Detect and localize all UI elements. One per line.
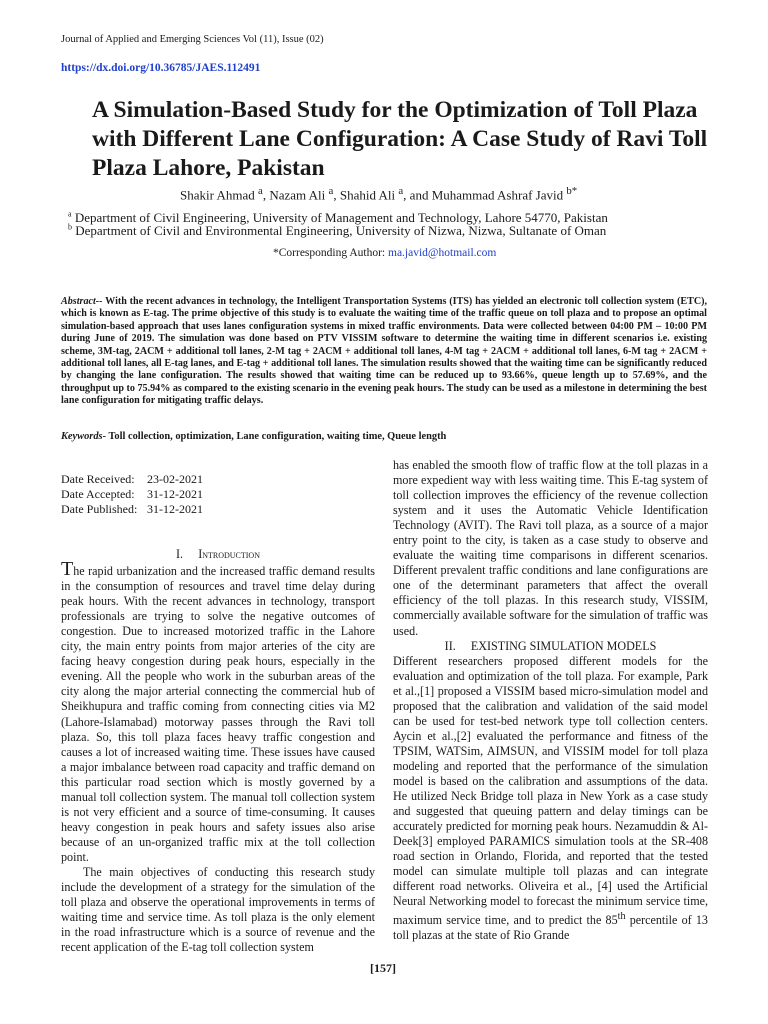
author-name: Nazam Ali [269, 187, 326, 203]
ordinal-suffix: th [617, 911, 626, 923]
author-affil-mark: a [328, 185, 334, 197]
section-heading-introduction [61, 547, 375, 562]
affiliation-text: Department of Civil Engineering, University of Management and Technology, Lahore 54770, Pakistan [74, 210, 608, 225]
section-title: Introduction [198, 547, 260, 561]
author-affil-mark: b* [566, 185, 578, 197]
author-name: Shahid Ali [339, 187, 396, 203]
intro-paragraph-2: The main objectives of conducting this research study include the development of a strategy for the simulation of the toll plaza and observe the operational improvements in terms of waiting time and service time. As toll plaza is the only element in the road infrastructure which is a source of revenue and the recent application of the E-tag toll collection system [61, 864, 375, 955]
affiliations [68, 211, 708, 237]
left-column [61, 547, 375, 955]
publication-dates [61, 472, 203, 517]
affiliation-text: Department of Civil and Environmental Engineering, University of Nizwa, Nizwa, Sultanate of Oman [75, 223, 607, 238]
affiliation-b [68, 224, 708, 237]
author-name: and Muhammad Ashraf Javid [409, 187, 564, 203]
corresponding-author [273, 247, 496, 259]
doi-link[interactable]: https://dx.doi.org/10.36785/JAES.112491 [61, 62, 261, 74]
drop-cap: T [61, 558, 74, 581]
page-number: [157] [370, 961, 396, 975]
author-affil-mark: a [398, 185, 404, 197]
affiliation-mark: a [68, 209, 72, 219]
section-number: I. [176, 547, 184, 561]
date-published: Date Published: 31-12-2021 [61, 502, 203, 516]
email-link[interactable]: ma.javid@hotmail.com [388, 247, 497, 259]
abstract-text: With the recent advances in technology, the Intelligent Transportation Systems (ITS) has yielded an electronic toll collection system (ETC), which is known as E-tag. The prime objective of this study is to evaluate the waiting time of the traffic queue on toll plaza and to propose an optimal simulation-based approach that uses lanes configuration systems in mixed traffic environments. Data were collected between 04:00 PM – 10:00 PM during June of 2019. The simulation was done based on PTV VISSIM software to determine the waiting time in different scenarios i.e. existing scheme, 3M-tag, 2ACM + additional toll lanes, 2-M tag + 2ACM + additional toll lanes, 4-M tag + 2ACM + additional toll lanes, 6-M tag + 2ACM + additional toll lanes, all E-tag lanes, and E-tag + additional toll lanes. The simulation results showed that the waiting time can be significantly reduced by changing the lane configuration. The results showed that waiting time can be reduced up to 93.66%, queue length up to 57.69%, and the throughput up to 75.94% as compared to the existing scenario in the evening peak hours. The study can be used as a milestone in determining the best lane configuration for mitigating traffic delays. [61, 296, 707, 407]
section-heading-models [393, 639, 708, 654]
author-name: Shakir Ahmad [180, 187, 255, 203]
keywords-label: Keywords- [61, 431, 107, 442]
journal-header: Journal of Applied and Emerging Sciences Vol (11), Issue (02) [61, 34, 324, 45]
intro-paragraph-1 [61, 558, 375, 865]
author-list: Shakir Ahmad $^a$, Nazam Ali $^a$, Shahid Ali $^a$, and Muhammad Ashraf Javid $^{b*}$ [180, 185, 578, 203]
author-affil-mark: a [258, 185, 263, 197]
paragraph-text: he rapid urbanization and the increased traffic demand results in the consumption of resources and travel time delay during peak hours. With the recent advances in technology, transport professionals are trying to solve the negative outcomes of congestion. Due to increased motorized traffic in the Lahore city, the main entry points from major arteries of the city are facing heavy congestion during peak hours, especially in the evening. All the people who work in the suburban areas of the city along the major arterial connecting the commercial hub of Sheikhupura and traffic coming from connecting cities via M2 (Lahore-Islamabad) motorway passes through the Ravi toll plaza. So, this toll plaza faces heavy traffic congestion and causes a lot of increased waiting time. These issues have caused a major imbalance between road capacity and traffic demand on this particular road section which is mostly governed by a manual toll collection system. The manual toll collection system is not very efficient and a source of time-consuming. It causes heavy congestion in peak hours and safety issues also arise because of an un-organized traffic mix at the toll collection point. [61, 564, 375, 864]
date-accepted: Date Accepted: 31-12-2021 [61, 487, 203, 501]
corresponding-label: *Corresponding Author: [273, 247, 386, 259]
abstract [61, 296, 707, 408]
right-column [393, 458, 708, 944]
paper-title: A Simulation-Based Study for the Optimization of Toll Plaza with Different Lane Configuration: A Case Study of Ravi Toll Plaza Lahore, Pakistan [92, 97, 708, 181]
date-received: Date Received: 23-02-2021 [61, 472, 203, 486]
section-number: II. [444, 638, 456, 653]
keywords-text: Toll collection, optimization, Lane configuration, waiting time, Queue length [108, 431, 447, 442]
section-title: EXISTING SIMULATION MODELS [470, 638, 657, 653]
paragraph-text: Different researchers proposed different models for the evaluation and optimization of the toll plaza. For example, Park et al.,[1] proposed a VISSIM based micro-simulation model and proposed that the calibration and validation of the said model can be used for test-bed network type toll collection centers. Aycin et al.,[2] evaluated the performance and fitness of the TPSIM, WATSim, AIMSUN, and VISSIM model for toll plaza modeling and reported that the performance of the simulation model is based on the calibration and assumptions of the data. He utilized Neck Bridge toll plaza in New York as a case study and suggested that queuing pattern and delay timings can be accurately predicted for morning peak hours. Nezamuddin & Al-Deek[3] employed PARAMICS simulation tools at the SR-408 road section in Orlando, Florida, and reported that the tested model can simulate multiple toll plazas and can integrate different road networks. Oliveira et al., [4] used the Artificial Neural Networking model to forecast the minimum service time, maximum service time, and to predict the 85 [393, 653, 708, 928]
intro-paragraph-continued: has enabled the smooth flow of traffic flow at the toll plazas in a more expedient way with less waiting time. This E-tag system of toll collection improves the efficiency of the revenue collection system and it uses the Automatic Vehicle Identification Technology (AVIT). The Ravi toll plaza, as a source of a major entry point to the city, is taken as a case study to observe and evaluate the waiting time comparisons in different scenarios. Different prevalent traffic conditions and lane configurations are one of the determinant parameters that affect the overall efficiency of the toll plazas. In this research study, VISSIM, commercially available software for the simulation of traffic was used. [393, 458, 708, 638]
models-paragraph [393, 654, 708, 944]
affiliation-mark: b [68, 222, 72, 232]
keywords [61, 431, 707, 442]
abstract-label: Abstract-- [61, 296, 103, 307]
paragraph-text: percentile of 13 toll plazas at the state of Rio Grande [393, 913, 708, 943]
